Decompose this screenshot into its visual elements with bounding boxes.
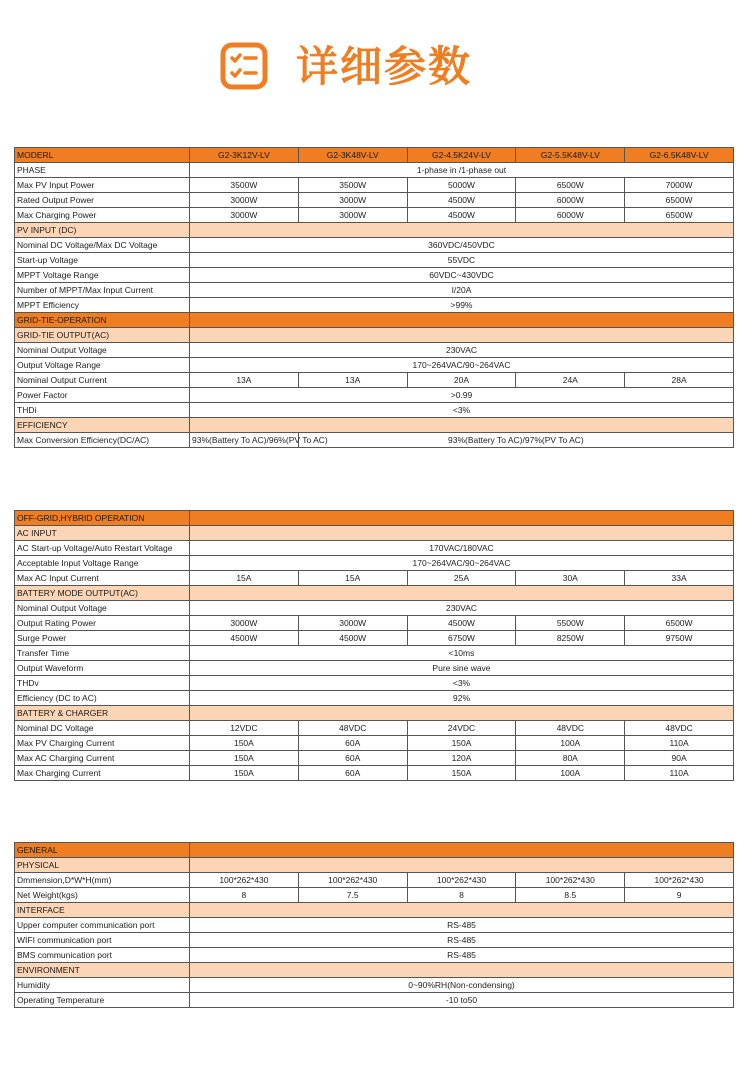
page-header xyxy=(0,38,745,98)
table-row xyxy=(15,646,734,661)
subsection-header-row xyxy=(15,223,734,238)
value-cell: 7000W xyxy=(625,178,734,193)
empty-cell xyxy=(190,223,734,238)
value-cell: 6500W xyxy=(625,208,734,223)
row-label-cell: Efficiency (DC to AC) xyxy=(15,691,190,706)
empty-cell xyxy=(190,511,734,526)
value-cell: 55VDC xyxy=(190,253,734,268)
value-cell: 150A xyxy=(407,736,516,751)
value-cell: 5500W xyxy=(516,616,625,631)
value-cell: 4500W xyxy=(407,616,516,631)
spec-table-general xyxy=(14,842,734,1008)
table-row xyxy=(15,993,734,1008)
value-cell: 6000W xyxy=(516,208,625,223)
value-cell: 3000W xyxy=(190,616,299,631)
table-row xyxy=(15,298,734,313)
value-cell: G2-3K12V-LV xyxy=(190,148,299,163)
table-row xyxy=(15,253,734,268)
value-cell: 9750W xyxy=(625,631,734,646)
row-label-cell: Surge Power xyxy=(15,631,190,646)
subsection-header-row xyxy=(15,963,734,978)
value-cell: G2-6.5K48V-LV xyxy=(625,148,734,163)
value-cell: 24VDC xyxy=(407,721,516,736)
value-cell: 3000W xyxy=(298,208,407,223)
value-cell: 13A xyxy=(190,373,299,388)
table-row xyxy=(15,948,734,963)
row-label-cell: AC INPUT xyxy=(15,526,190,541)
row-label-cell: MPPT Efficiency xyxy=(15,298,190,313)
value-cell: 1-phase in /1-phase out xyxy=(190,163,734,178)
subsection-header-row xyxy=(15,858,734,873)
row-label-cell: Max Conversion Efficiency(DC/AC) xyxy=(15,433,190,448)
value-cell: 3500W xyxy=(298,178,407,193)
row-label-cell: Max PV Input Power xyxy=(15,178,190,193)
spec-table-off-grid xyxy=(14,510,734,781)
value-cell: >99% xyxy=(190,298,734,313)
value-cell: 150A xyxy=(190,766,299,781)
value-cell: 7.5 xyxy=(298,888,407,903)
value-cell: 4500W xyxy=(407,193,516,208)
table-row xyxy=(15,616,734,631)
value-cell: 110A xyxy=(625,766,734,781)
value-cell: 30A xyxy=(516,571,625,586)
value-cell: RS-485 xyxy=(190,918,734,933)
value-cell: 3000W xyxy=(190,208,299,223)
value-cell: 20A xyxy=(407,373,516,388)
value-cell: 60A xyxy=(298,766,407,781)
value-cell: 6000W xyxy=(516,193,625,208)
value-cell: 100*262*430 xyxy=(516,873,625,888)
value-cell: 170~264VAC/90~264VAC xyxy=(190,358,734,373)
value-cell: 150A xyxy=(407,766,516,781)
value-cell: 60A xyxy=(298,751,407,766)
row-label-cell: PV INPUT (DC) xyxy=(15,223,190,238)
value-cell: 6500W xyxy=(516,178,625,193)
value-cell: 0~90%RH(Non-condensing) xyxy=(190,978,734,993)
section-header-row xyxy=(15,511,734,526)
row-label-cell: INTERFACE xyxy=(15,903,190,918)
empty-cell xyxy=(190,526,734,541)
row-label-cell: Power Factor xyxy=(15,388,190,403)
table-row xyxy=(15,283,734,298)
value-cell: 90A xyxy=(625,751,734,766)
table-row xyxy=(15,601,734,616)
value-cell: <3% xyxy=(190,403,734,418)
value-cell: 100A xyxy=(516,736,625,751)
table-row xyxy=(15,556,734,571)
row-label-cell: PHASE xyxy=(15,163,190,178)
value-cell: 110A xyxy=(625,736,734,751)
spec-table-main xyxy=(14,147,734,448)
row-label-cell: Humidity xyxy=(15,978,190,993)
value-cell: G2-3K48V-LV xyxy=(298,148,407,163)
row-label-cell: Operating Temperature xyxy=(15,993,190,1008)
row-label-cell: Transfer Time xyxy=(15,646,190,661)
value-cell: 4500W xyxy=(190,631,299,646)
table-row xyxy=(15,918,734,933)
empty-cell xyxy=(190,586,734,601)
row-label-cell: MODERL xyxy=(15,148,190,163)
table-row xyxy=(15,751,734,766)
table-row xyxy=(15,343,734,358)
row-label-cell: ENVIRONMENT xyxy=(15,963,190,978)
value-cell: 150A xyxy=(190,736,299,751)
table-row xyxy=(15,978,734,993)
value-cell: 9 xyxy=(625,888,734,903)
row-label-cell: Output Voltage Range xyxy=(15,358,190,373)
value-cell: <10ms xyxy=(190,646,734,661)
value-cell: >0.99 xyxy=(190,388,734,403)
value-cell: 4500W xyxy=(298,631,407,646)
row-label-cell: BATTERY MODE OUTPUT(AC) xyxy=(15,586,190,601)
table-row xyxy=(15,933,734,948)
row-label-cell: Net Weight(kgs) xyxy=(15,888,190,903)
row-label-cell: WIFI communication port xyxy=(15,933,190,948)
table-row xyxy=(15,163,734,178)
table-row xyxy=(15,358,734,373)
row-label-cell: OFF-GRID,HYBRID OPERATION xyxy=(15,511,190,526)
subsection-header-row xyxy=(15,418,734,433)
page-title: 详细参数 xyxy=(296,42,473,91)
value-cell: 3500W xyxy=(190,178,299,193)
value-cell: 170~264VAC/90~264VAC xyxy=(190,556,734,571)
section-header-row xyxy=(15,843,734,858)
row-label-cell: Max PV Charging Current xyxy=(15,736,190,751)
empty-cell xyxy=(190,706,734,721)
row-label-cell: PHYSICAL xyxy=(15,858,190,873)
row-label-cell: Start-up Voltage xyxy=(15,253,190,268)
value-cell: 100*262*430 xyxy=(407,873,516,888)
value-cell: 100*262*430 xyxy=(298,873,407,888)
row-label-cell: GENERAL xyxy=(15,843,190,858)
table-row xyxy=(15,631,734,646)
value-cell: -10 to50 xyxy=(190,993,734,1008)
value-cell: 6750W xyxy=(407,631,516,646)
table-row xyxy=(15,676,734,691)
table-row xyxy=(15,541,734,556)
section-header-row xyxy=(15,313,734,328)
value-cell: 12VDC xyxy=(190,721,299,736)
table-row xyxy=(15,193,734,208)
value-cell: 3000W xyxy=(190,193,299,208)
row-label-cell: Nominal Output Current xyxy=(15,373,190,388)
table-row xyxy=(15,766,734,781)
value-cell: 3000W xyxy=(298,616,407,631)
value-cell: 33A xyxy=(625,571,734,586)
checklist-icon xyxy=(220,42,268,90)
row-label-cell: MPPT Voltage Range xyxy=(15,268,190,283)
table-row xyxy=(15,178,734,193)
empty-cell xyxy=(190,963,734,978)
value-cell: 230VAC xyxy=(190,343,734,358)
value-cell: I/20A xyxy=(190,283,734,298)
value-cell: 48VDC xyxy=(516,721,625,736)
value-cell: 120A xyxy=(407,751,516,766)
value-cell: 4500W xyxy=(407,208,516,223)
value-cell: 8 xyxy=(190,888,299,903)
empty-cell xyxy=(190,328,734,343)
row-label-cell: Nominal DC Voltage xyxy=(15,721,190,736)
row-label-cell: Max Charging Power xyxy=(15,208,190,223)
value-cell: 360VDC/450VDC xyxy=(190,238,734,253)
value-cell: 48VDC xyxy=(298,721,407,736)
value-cell: 230VAC xyxy=(190,601,734,616)
value-cell: 92% xyxy=(190,691,734,706)
section-header-row xyxy=(15,148,734,163)
table-row xyxy=(15,571,734,586)
value-cell: 60A xyxy=(298,736,407,751)
value-cell: 6500W xyxy=(625,616,734,631)
table-row xyxy=(15,238,734,253)
subsection-header-row xyxy=(15,586,734,601)
row-label-cell: Acceptable Input Voltage Range xyxy=(15,556,190,571)
value-cell: 28A xyxy=(625,373,734,388)
row-label-cell: AC Start-up Voltage/Auto Restart Voltage xyxy=(15,541,190,556)
table-row xyxy=(15,373,734,388)
value-cell: 100*262*430 xyxy=(190,873,299,888)
row-label-cell: Nominal Output Voltage xyxy=(15,601,190,616)
value-cell: 100A xyxy=(516,766,625,781)
subsection-header-row xyxy=(15,706,734,721)
row-label-cell: Rated Output Power xyxy=(15,193,190,208)
row-label-cell: Upper computer communication port xyxy=(15,918,190,933)
row-label-cell: Nominal Output Voltage xyxy=(15,343,190,358)
row-label-cell: BMS communication port xyxy=(15,948,190,963)
row-label-cell: EFFICIENCY xyxy=(15,418,190,433)
table-row xyxy=(15,721,734,736)
value-cell: 6500W xyxy=(625,193,734,208)
table-row xyxy=(15,736,734,751)
value-cell: 60VDC~430VDC xyxy=(190,268,734,283)
empty-cell xyxy=(190,313,734,328)
empty-cell xyxy=(190,418,734,433)
value-cell: <3% xyxy=(190,676,734,691)
subsection-header-row xyxy=(15,526,734,541)
value-cell: 93%(Battery To AC)/96%(PV To AC) xyxy=(190,433,299,448)
value-cell: RS-485 xyxy=(190,948,734,963)
value-cell: RS-485 xyxy=(190,933,734,948)
value-cell: 93%(Battery To AC)/97%(PV To AC) xyxy=(298,433,733,448)
value-cell: 48VDC xyxy=(625,721,734,736)
value-cell: G2-4.5K24V-LV xyxy=(407,148,516,163)
row-label-cell: Max Charging Current xyxy=(15,766,190,781)
row-label-cell: Output Waveform xyxy=(15,661,190,676)
row-label-cell: Max AC Charging Current xyxy=(15,751,190,766)
row-label-cell: Number of MPPT/Max Input Current xyxy=(15,283,190,298)
row-label-cell: Dmmension,D*W*H(mm) xyxy=(15,873,190,888)
value-cell: 15A xyxy=(190,571,299,586)
row-label-cell: Max AC Input Current xyxy=(15,571,190,586)
value-cell: 25A xyxy=(407,571,516,586)
empty-cell xyxy=(190,903,734,918)
row-label-cell: Output Rating Power xyxy=(15,616,190,631)
table-row xyxy=(15,433,734,448)
table-row xyxy=(15,268,734,283)
subsection-header-row xyxy=(15,903,734,918)
value-cell: 3000W xyxy=(298,193,407,208)
value-cell: 8250W xyxy=(516,631,625,646)
table-row xyxy=(15,888,734,903)
table-row xyxy=(15,403,734,418)
value-cell: 15A xyxy=(298,571,407,586)
value-cell: 5000W xyxy=(407,178,516,193)
table-row xyxy=(15,208,734,223)
value-cell: Pure sine wave xyxy=(190,661,734,676)
row-label-cell: GRID-TIE-OPERATION xyxy=(15,313,190,328)
table-row xyxy=(15,873,734,888)
table-row xyxy=(15,691,734,706)
value-cell: 150A xyxy=(190,751,299,766)
value-cell: G2-5.5K48V-LV xyxy=(516,148,625,163)
value-cell: 170VAC/180VAC xyxy=(190,541,734,556)
value-cell: 8.5 xyxy=(516,888,625,903)
value-cell: 100*262*430 xyxy=(625,873,734,888)
value-cell: 80A xyxy=(516,751,625,766)
row-label-cell: THDi xyxy=(15,403,190,418)
table-row xyxy=(15,661,734,676)
table-row xyxy=(15,388,734,403)
row-label-cell: BATTERY & CHARGER xyxy=(15,706,190,721)
value-cell: 13A xyxy=(298,373,407,388)
row-label-cell: Nominal DC Voltage/Max DC Voltage xyxy=(15,238,190,253)
empty-cell xyxy=(190,843,734,858)
row-label-cell: GRID-TIE OUTPUT(AC) xyxy=(15,328,190,343)
value-cell: 24A xyxy=(516,373,625,388)
empty-cell xyxy=(190,858,734,873)
value-cell: 8 xyxy=(407,888,516,903)
subsection-header-row xyxy=(15,328,734,343)
row-label-cell: THDv xyxy=(15,676,190,691)
